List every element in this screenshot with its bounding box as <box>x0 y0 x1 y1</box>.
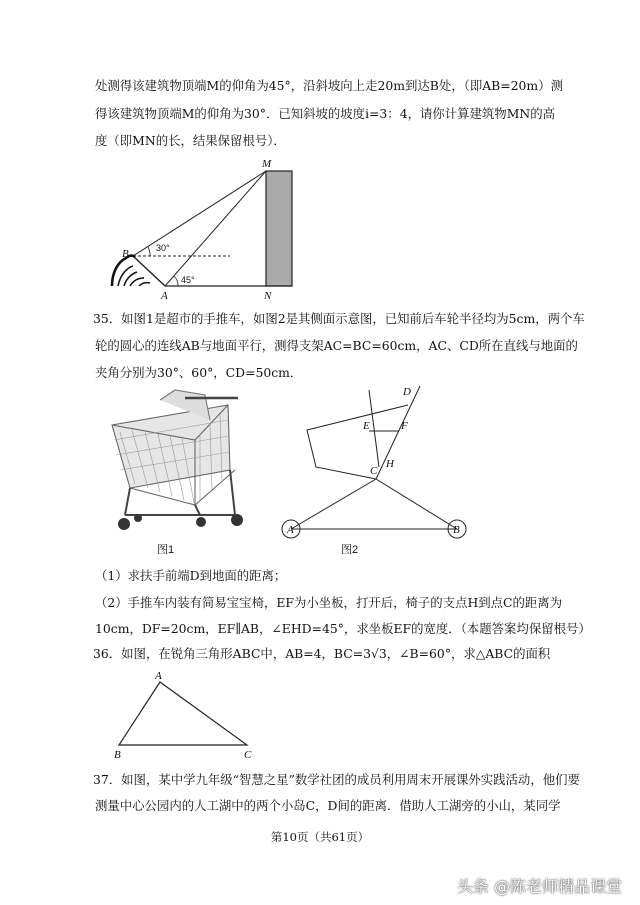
label-C: C <box>370 465 378 477</box>
label-A-cart: A <box>287 524 294 536</box>
label-E: E <box>363 420 370 432</box>
label-A-tri: A <box>155 670 162 682</box>
q35-sub-2: （2）手推车内装有简易宝宝椅，EF为小坐板，打开后，椅子的支点H到点C的距离为 <box>95 595 563 610</box>
problem-text-line-3: 度（即MN的长，结果保留根号）． <box>95 133 286 148</box>
label-H: H <box>386 458 394 470</box>
triangle-ABC <box>119 682 247 745</box>
label-N: N <box>264 290 272 302</box>
label-angle-30: 30° <box>156 243 170 253</box>
q35-sub-1: （1）求扶手前端D到地面的距离； <box>95 568 287 583</box>
label-B: B <box>122 248 129 260</box>
problem-text-line-1: 处测得该建筑物顶端M的仰角为45°，沿斜坡向上走20m到达B处，（即AB=20m）测 <box>95 78 563 93</box>
problem-text-line-2: 得该建筑物顶端M的仰角为30°．已知斜坡的坡度i=3：4，请你计算建筑物MN的高 <box>95 106 556 121</box>
q35-line-2: 轮的圆心的连线AB与地面平行，测得支架AC=BC=60cm，AC、CD所在直线与地面的 <box>95 338 578 353</box>
caption-fig2: 图2 <box>341 544 359 556</box>
label-M: M <box>262 158 272 170</box>
label-angle-45: 45° <box>181 275 195 285</box>
page-footer: 第10页（共61页） <box>270 830 370 844</box>
label-C-tri: C <box>244 749 252 761</box>
label-D: D <box>403 386 411 398</box>
label-F: F <box>401 420 408 432</box>
label-A: A <box>161 290 168 302</box>
q36-line: 36．如图，在锐角三角形ABC中，AB=4，BC=3√3，∠B=60°，求△ABC的面积 <box>93 646 551 661</box>
caption-fig1: 图1 <box>157 544 175 556</box>
q35-line-1: 35．如图1是超市的手推车，如图2是其侧面示意图，已知前后车轮半径均为5cm，两个车 <box>93 311 585 326</box>
q35-line-3: 夹角分别为30°、60°，CD=50cm． <box>95 365 303 380</box>
q37-line-2: 测量中心公园内的人工湖中的两个小岛C，D间的距离．借助人工湖旁的小山，某同学 <box>95 798 561 813</box>
label-B-cart: B <box>453 524 460 536</box>
label-B-tri: B <box>114 749 121 761</box>
watermark: 头条 @陈老师精品课堂 <box>456 877 622 896</box>
q37-line-1: 37．如图，某中学九年级“智慧之星”数学社团的成员利用周末开展课外实践活动，他们要 <box>93 772 580 787</box>
q35-sub-3: 10cm，DF=20cm，EF∥AB，∠EHD=45°，求坐板EF的宽度．（本题答案均保留根号） <box>95 621 591 636</box>
